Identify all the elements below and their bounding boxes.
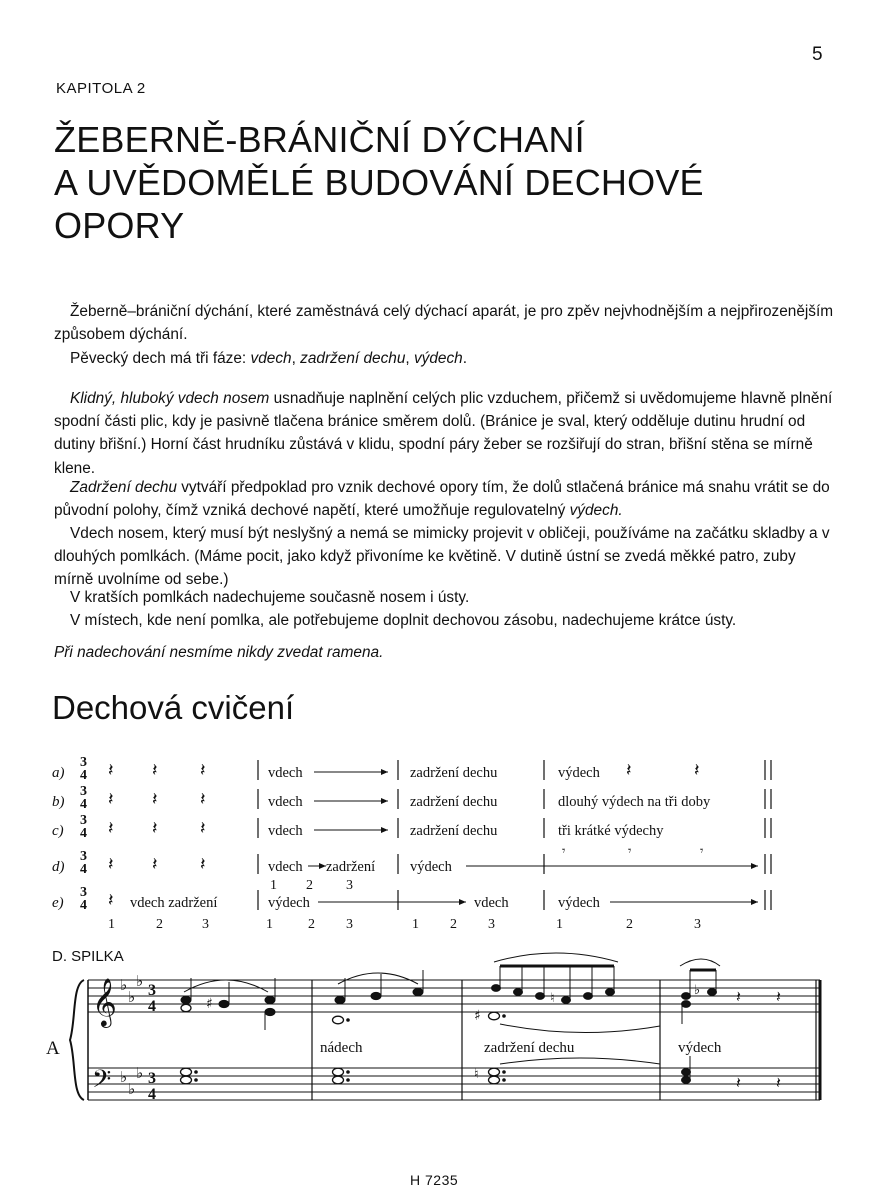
bass-time-top: 3 bbox=[148, 1070, 156, 1087]
bass-time-bottom: 4 bbox=[148, 1086, 156, 1103]
hold-end: výdech. bbox=[569, 502, 623, 520]
quarter-rest-icon: 𝄽 bbox=[108, 854, 114, 874]
quarter-rest-icon: 𝄽 bbox=[108, 789, 114, 809]
phase-exhale: výdech bbox=[413, 350, 463, 367]
chapter-label: KAPITOLA 2 bbox=[56, 80, 146, 97]
segment-hold: zadržení dechu bbox=[410, 823, 498, 839]
segment-inhale: vdech bbox=[268, 794, 303, 810]
section-letter: A bbox=[46, 1038, 60, 1059]
beat-count: 3 bbox=[346, 878, 353, 893]
segment-exhale: výdech bbox=[410, 859, 452, 875]
exercise-row-a bbox=[52, 755, 771, 783]
note bbox=[181, 996, 191, 1003]
note bbox=[335, 996, 345, 1003]
time-sig-top: 3 bbox=[80, 849, 87, 864]
exercises-heading: Dechová cvičení bbox=[52, 689, 295, 726]
flat-icon: ♭ bbox=[128, 1080, 136, 1098]
quarter-rest-icon: 𝄽 bbox=[108, 760, 114, 780]
exercise-row-b bbox=[52, 784, 771, 812]
system-brace bbox=[70, 980, 84, 1100]
music-score bbox=[0, 940, 876, 1150]
quarter-rest-icon: 𝄽 bbox=[152, 818, 158, 838]
segment-exhale: tři krátké výdechy bbox=[558, 823, 664, 839]
note bbox=[413, 988, 423, 995]
inhale-term: Klidný, hluboký vdech nosem bbox=[70, 390, 270, 407]
sharp-icon: ♯ bbox=[474, 1008, 481, 1024]
flat-icon: ♭ bbox=[120, 976, 128, 994]
row-label: e) bbox=[52, 895, 64, 911]
time-sig-bottom: 4 bbox=[80, 797, 87, 812]
treble-staff bbox=[88, 980, 820, 1012]
phase-inhale: vdech bbox=[250, 350, 292, 367]
segment-inhale: vdech bbox=[268, 765, 303, 781]
treble-time-top: 3 bbox=[148, 982, 156, 999]
row-label: c) bbox=[52, 823, 64, 839]
paragraph-phases: Pěvecký dech má tři fáze: vdech, zadržení dechu, výdech. bbox=[70, 350, 467, 367]
quarter-rest-icon: 𝄽 bbox=[736, 987, 741, 1006]
measure-2-treble bbox=[333, 970, 424, 1024]
row-label: b) bbox=[52, 794, 65, 810]
flat-icon: ♭ bbox=[694, 983, 701, 998]
beat-count: 2 bbox=[308, 917, 315, 932]
exercise-row-d bbox=[52, 843, 771, 893]
paragraph-hold bbox=[54, 476, 834, 522]
hold-term: Zadržení dechu bbox=[70, 479, 177, 496]
segment-inhale: vdech bbox=[268, 859, 303, 875]
word-inhale: nádech bbox=[320, 1040, 363, 1056]
quarter-rest-icon: 𝄽 bbox=[152, 854, 158, 874]
publisher-number: H 7235 bbox=[410, 1172, 459, 1188]
chapter-title-line-2: A UVĚDOMĚLÉ BUDOVÁNÍ DECHOVÉ bbox=[54, 162, 704, 203]
beat-count: 1 bbox=[270, 878, 277, 893]
staccato-rest-icon: 𝄾 bbox=[562, 843, 566, 858]
row-label: d) bbox=[52, 859, 65, 875]
beat-count: 1 bbox=[412, 917, 419, 932]
natural-icon: ♮ bbox=[474, 1067, 479, 1082]
staccato-rest-icon: 𝄾 bbox=[628, 843, 632, 858]
dotted-half-note bbox=[333, 1016, 344, 1024]
time-sig-bottom: 4 bbox=[80, 768, 87, 783]
bass-clef-icon: 𝄢 bbox=[92, 1065, 112, 1100]
segment-hold: zadržení dechu bbox=[410, 794, 498, 810]
beat-count: 3 bbox=[346, 917, 353, 932]
time-sig-top: 3 bbox=[80, 755, 87, 770]
flat-icon: ♭ bbox=[128, 988, 136, 1006]
segment-hold: zadržení bbox=[326, 859, 376, 875]
segment-exhale: výdech bbox=[558, 765, 600, 781]
paragraph-inhale bbox=[54, 387, 834, 480]
phase-hold: zadržení dechu bbox=[300, 350, 406, 367]
page-number: 5 bbox=[812, 44, 823, 65]
beat-count: 2 bbox=[156, 917, 163, 932]
quarter-rest-icon: 𝄽 bbox=[694, 760, 700, 780]
quarter-rest-icon: 𝄽 bbox=[776, 1073, 781, 1092]
beat-count: 2 bbox=[306, 878, 313, 893]
quarter-rest-icon: 𝄽 bbox=[152, 789, 158, 809]
beat-count: 2 bbox=[450, 917, 457, 932]
paragraph-nose: Vdech nosem, který musí být neslyšný a nemá se mimicky projevit v obličeji, používáme na začátku skladby a v dlouhých pomlkách. (Máme pocit, jako když přivoníme ke květině. V dutině ústní se zvedá měkké patro, zuby mírně uvolníme od sebe.) bbox=[54, 525, 830, 589]
key-signature bbox=[120, 972, 143, 1098]
segment-exhale: výdech bbox=[268, 895, 310, 911]
segment-exhale: výdech bbox=[558, 895, 600, 911]
measure-4-treble bbox=[680, 959, 781, 1024]
measure-3-treble bbox=[474, 953, 660, 1033]
quarter-rest-icon: 𝄽 bbox=[108, 818, 114, 838]
chapter-title-line-3: OPORY bbox=[54, 205, 185, 246]
treble-clef-icon: 𝄞 bbox=[92, 977, 117, 1026]
segment-exhale: dlouhý výdech na tři doby bbox=[558, 794, 711, 810]
time-sig-top: 3 bbox=[80, 813, 87, 828]
quarter-rest-icon: 𝄽 bbox=[108, 890, 114, 910]
time-sig-top: 3 bbox=[80, 885, 87, 900]
quarter-rest-icon: 𝄽 bbox=[200, 789, 206, 809]
half-note bbox=[181, 1004, 191, 1011]
beat-count: 3 bbox=[488, 917, 495, 932]
note bbox=[265, 996, 275, 1003]
segment-hold: zadržení dechu bbox=[410, 765, 498, 781]
flat-icon: ♭ bbox=[120, 1068, 128, 1086]
flat-icon: ♭ bbox=[136, 972, 144, 990]
quarter-rest-icon: 𝄽 bbox=[152, 760, 158, 780]
time-sig-top: 3 bbox=[80, 784, 87, 799]
chapter-title-line-1: ŽEBERNĚ-BRÁNIČNÍ DÝCHANÍ bbox=[54, 119, 585, 160]
row-label: a) bbox=[52, 765, 65, 781]
note bbox=[219, 1000, 229, 1007]
segment-inhale: vdech bbox=[474, 895, 509, 911]
sharp-icon: ♯ bbox=[206, 996, 213, 1012]
time-sig-bottom: 4 bbox=[80, 862, 87, 877]
beat-count: 3 bbox=[202, 917, 209, 932]
staccato-rest-icon: 𝄾 bbox=[700, 843, 704, 858]
hold-text: vytváří předpoklad pro vznik dechové opory tím, že dolů stlačená bránice má snahu vrátit se do původní polohy, čímž vzniká dechové napětí, které umožňuje regulovatelný bbox=[54, 479, 830, 520]
flat-icon: ♭ bbox=[136, 1064, 144, 1082]
paragraph-short-rests: V kratších pomlkách nadechujeme současně nosem i ústy. bbox=[70, 589, 470, 606]
bass-notes bbox=[181, 1056, 782, 1092]
quarter-rest-icon: 𝄽 bbox=[736, 1073, 741, 1092]
quarter-rest-icon: 𝄽 bbox=[200, 760, 206, 780]
beat-count: 1 bbox=[556, 917, 563, 932]
beat-count: 1 bbox=[266, 917, 273, 932]
time-sig-bottom: 4 bbox=[80, 898, 87, 913]
phases-lead: Pěvecký dech má tři fáze: bbox=[70, 350, 251, 367]
treble-time-bottom: 4 bbox=[148, 998, 156, 1015]
beat-count: 1 bbox=[108, 917, 115, 932]
segment-inhale: vdech bbox=[268, 823, 303, 839]
beat-count: 2 bbox=[626, 917, 633, 932]
inhale-text: usnadňuje naplnění celých plic vzduchem, přičemž si uvědomujeme hlavně plnění spodní části plic, kdy je pasivně tlačena bránice směrem dolů. (Bránice je sval, který odděluje dutinu hrudní od dutiny břišní.) Horní část hrudníku zůstává v klidu, spodní páry žeber se rozšiřují do stran, břišní stěna se mírně klene. bbox=[54, 390, 833, 477]
paragraph-no-rest: V místech, kde není pomlka, ale potřebujeme doplnit dechovou zásobu, nadechujeme krátce ústy. bbox=[70, 612, 737, 629]
beat-count: 3 bbox=[694, 917, 701, 932]
quarter-rest-icon: 𝄽 bbox=[200, 818, 206, 838]
paragraph-shoulders: Při nadechování nesmíme nikdy zvedat ramena. bbox=[54, 644, 384, 661]
quarter-rest-icon: 𝄽 bbox=[200, 854, 206, 874]
segment-inhale-hold: vdech zadržení bbox=[130, 895, 218, 911]
exercise-row-e bbox=[52, 885, 771, 932]
quarter-rest-icon: 𝄽 bbox=[626, 760, 632, 780]
time-sig-bottom: 4 bbox=[80, 826, 87, 841]
quarter-rest-icon: 𝄽 bbox=[776, 987, 781, 1006]
word-hold: zadržení dechu bbox=[484, 1040, 575, 1056]
breathing-exercises bbox=[0, 740, 876, 940]
note bbox=[371, 992, 381, 999]
word-exhale: výdech bbox=[678, 1040, 722, 1056]
bass-staff bbox=[88, 1068, 820, 1100]
note bbox=[265, 1008, 275, 1015]
natural-icon: ♮ bbox=[550, 991, 555, 1006]
paragraph-intro: Žeberně–brániční dýchání, které zaměstnává celý dýchací aparát, je pro zpěv nejvhodnějším a nejpřirozenějším způsobem dýchání. bbox=[54, 303, 834, 344]
composer-name: D. SPILKA bbox=[52, 948, 124, 965]
exercise-row-c bbox=[52, 813, 771, 841]
